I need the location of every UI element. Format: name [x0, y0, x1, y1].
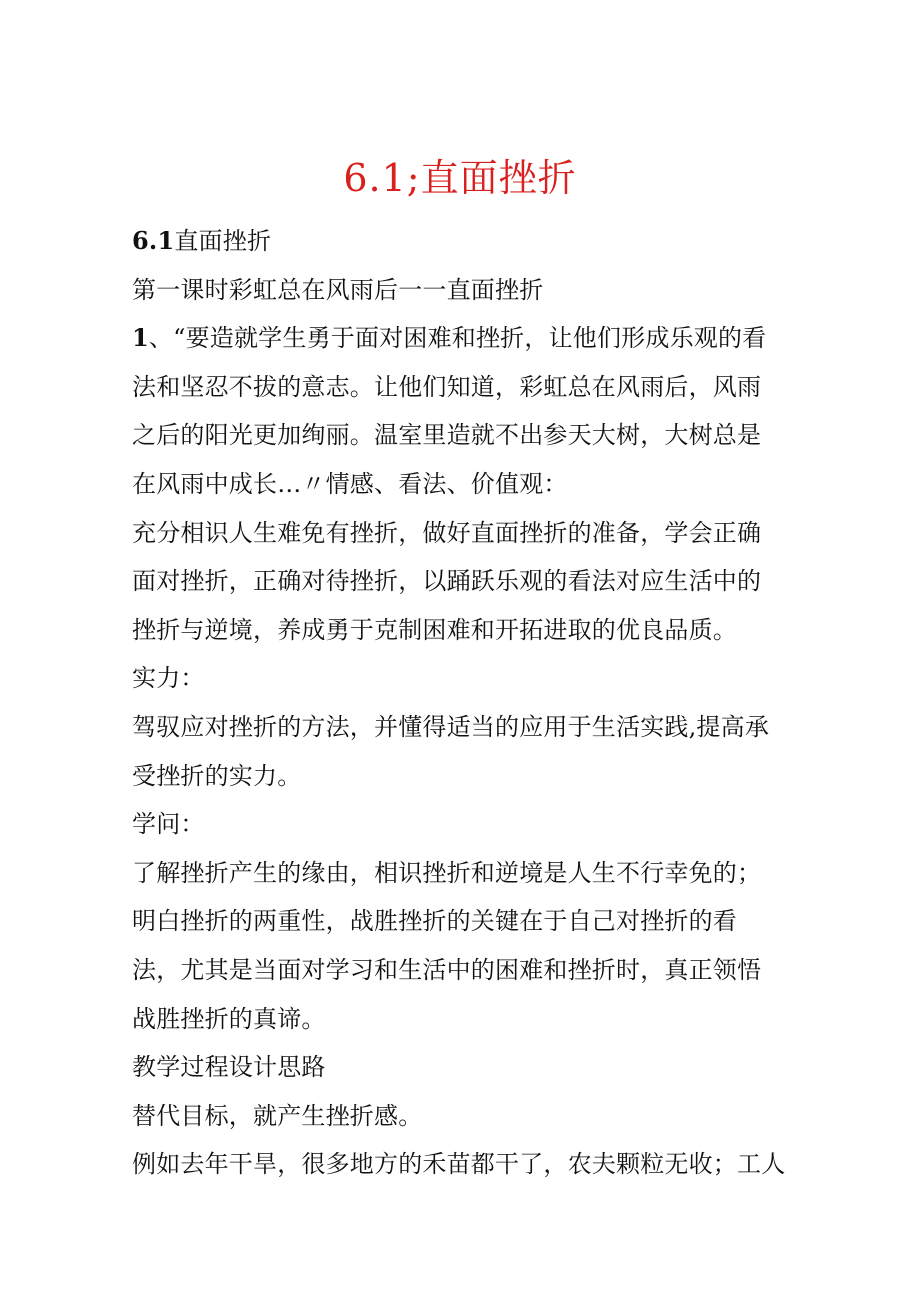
paragraph-line [132, 1140, 800, 1189]
line-text: 法和坚忍不拔的意志。让他们知道，彩虹总在风雨后，风雨 [132, 372, 762, 401]
line-text: 在风雨中成长…〃情感、看法、价值观： [132, 469, 568, 498]
paragraph-line [132, 703, 800, 752]
line-text: 了解挫折产生的缘由，相识挫折和逆境是人生不行幸免的； [132, 858, 762, 887]
paragraph-line [132, 849, 800, 898]
paragraph-line [132, 509, 800, 558]
line-text: 直面挫折 [174, 227, 272, 255]
paragraph-line [132, 946, 800, 995]
line-text: 战胜挫折的真谛。 [132, 1004, 326, 1033]
line-text: 例如去年干旱，很多地方的禾苗都干了，农夫颗粒无收；工人 [132, 1150, 786, 1179]
line-text: 面对挫折，正确对待挫折，以踊跃乐观的看法对应生活中的 [132, 567, 762, 596]
paragraph-line [132, 314, 800, 363]
line-text: 第一课时彩虹总在风雨后一一直面挫折 [132, 275, 544, 304]
paragraph-line [132, 606, 800, 655]
paragraph-line [132, 557, 800, 606]
line-text: 替代目标，就产生挫折感。 [132, 1101, 423, 1130]
paragraph-line [132, 897, 800, 946]
paragraph-line [132, 266, 800, 315]
document-title: 6.1;直面挫折 [343, 156, 577, 200]
document-body [132, 217, 800, 1189]
line-text: 驾驭应对挫折的方法，并懂得适当的应用于生活实践,提高承 [132, 712, 770, 741]
section-number: 6.1 [132, 226, 175, 255]
paragraph-line [132, 217, 800, 266]
line-text: 学问： [132, 810, 205, 839]
paragraph-line [132, 411, 800, 460]
paragraph-line [132, 752, 800, 801]
line-text: 充分相识人生难免有挫折，做好直面挫折的准备，学会正确 [132, 518, 762, 547]
line-text: 教学过程设计思路 [132, 1053, 326, 1082]
paragraph-line [132, 1092, 800, 1141]
paragraph-line [132, 363, 800, 412]
line-text: 实力： [132, 664, 205, 693]
heading-line [132, 800, 800, 849]
line-text: 受挫折的实力。 [132, 761, 302, 790]
item-number: 1 [132, 323, 149, 353]
paragraph-line [132, 460, 800, 509]
line-text: 、“要造就学生勇于面对困难和挫折，让他们形成乐观的看 [148, 324, 767, 353]
heading-line [132, 654, 800, 703]
paragraph-line [132, 995, 800, 1044]
heading-line [132, 1043, 800, 1092]
line-text: 之后的阳光更加绚丽。温室里造就不出参天大树，大树总是 [132, 421, 762, 450]
line-text: 挫折与逆境，养成勇于克制困难和开拓进取的优良品质。 [132, 615, 737, 644]
line-text: 明白挫折的两重性，战胜挫折的关键在于自己对挫折的看 [132, 907, 737, 936]
line-text: 法，尤其是当面对学习和生活中的困难和挫折时，真正领悟 [132, 955, 762, 984]
